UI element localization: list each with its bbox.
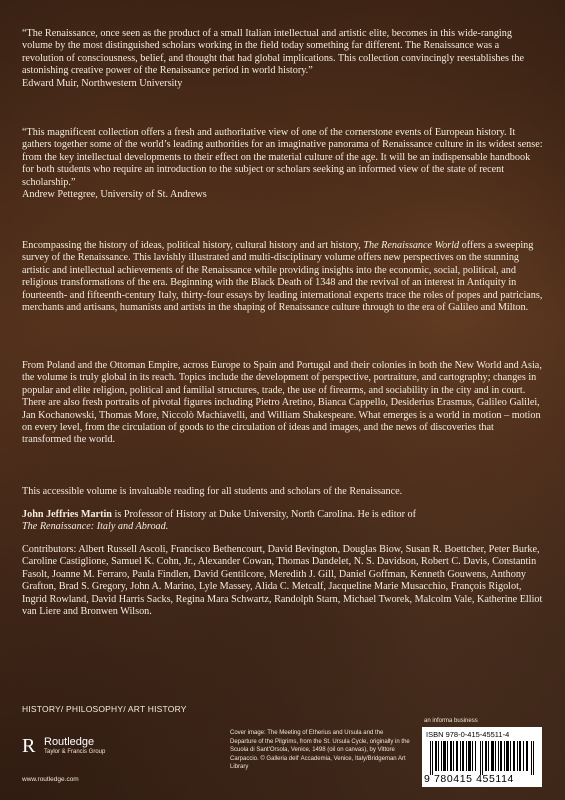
quote-attribution: Andrew Pettegree, University of St. Andrews <box>22 189 207 201</box>
cover-image-credit: Cover image: The Meeting of Etherius and Ursula and the Departure of the Pilgrims, from the St. Ursula Cycle, originally in the Scuola di Sant'Orsola, Venice, 1498 (oil on canvas), by Vittore Carpaccio. © Galleria dell' Accademia, Venice, Italy/Bridgeman Art Library <box>230 730 410 771</box>
description-paragraph-1 <box>22 240 543 314</box>
bio-text: is Professor of History at Duke University, North Carolina. He is editor of <box>111 509 417 520</box>
editor-book-title: The Renaissance: Italy and Abroad. <box>22 521 169 533</box>
desc-text: From Poland and the Ottoman Empire, across Europe to Spain and Portugal and their colonies in both the New World and Asia, the volume is truly global in its reach. Topics include the development of perspective, portraiture, and cartography; changes in popular and elite religion, political and familial structures, trade, the use of firearms, and sociability in the city and in court. There are also fresh portraits of pivotal figures including Pietro Aretino, Bianca Cappello, Desiderius Erasmus, Galileo Galilei, Jan Kochanowski, Thomas More, Niccolò Machiavelli, and William Shakespeare. What emerges is a world in motion – motion on every level, from the circulation of goods to the circulation of ideas and images, and the news of discoveries that transformed the world. <box>22 360 542 446</box>
desc-text: This accessible volume is invaluable reading for all students and scholars of the Renaissance. <box>22 486 403 497</box>
publisher-website: www.routledge.com <box>22 776 79 783</box>
barcode-icon <box>430 741 534 775</box>
quote-attribution: Edward Muir, Northwestern University <box>22 77 183 89</box>
quote-text: “This magnificent collection offers a fresh and authoritative view of one of the cornerstone events of European history. It gathers together some of the world’s leading authorities for an imaginative panorama of Renaissance culture in its widest sense: from the key intellectual developments to their effect on the material culture of the age. It will be an indispensable handbook for both students who require an introduction to the subject or scholars seeking an informed view of the state of recent scholarship.” <box>22 127 543 188</box>
isbn-barcode <box>422 727 542 787</box>
contributors-list <box>22 544 543 618</box>
publisher-logo <box>22 735 105 757</box>
informa-tagline: an informa business <box>424 718 478 724</box>
isbn-label: ISBN 978-0-415-45511-4 <box>426 730 510 739</box>
desc-text: offers a sweeping survey of the Renaissance. This lavishly illustrated and multi-disciplinary volume offers new perspectives on the stunning artistic and intellectual achievements of the Renaissance while providing insights into the economic, social, political, and religious transformations of the era. Beginning with the Black Death of 1348 and the revival of an interest in Antiquity in fourteenth- and fifteenth-century Italy, thirty-four essays by leading international experts trace the roles of popes and patricians, merchants and artisans, humanists and artists in the shaping of Renaissance culture through to the era of Galileo and Milton. <box>22 240 543 314</box>
review-quote-muir <box>22 28 543 90</box>
editor-bio <box>22 509 543 534</box>
barcode-digits: 9 780415 455114 <box>424 773 514 785</box>
review-quote-pettegree <box>22 127 543 201</box>
book-title: The Renaissance World <box>363 240 460 251</box>
description-paragraph-3 <box>22 486 543 498</box>
routledge-r-icon: R <box>22 735 36 757</box>
publisher-name: Routledge <box>44 736 95 748</box>
desc-text: Encompassing the history of ideas, political history, cultural history and art history, <box>22 240 364 251</box>
description-paragraph-2 <box>22 360 543 447</box>
quote-text: “The Renaissance, once seen as the product of a small Italian intellectual and artistic elite, becomes in this wide-ranging volume by the most distinguished scholars working in the field today something far different. The Renaissance was a revolution of consciousness, belief, and thought that had global implications. This collection convincingly reestablishes the astonishing creative power of the Renaissance period in world history.” <box>22 28 525 77</box>
subject-categories: HISTORY/ PHILOSOPHY/ ART HISTORY <box>22 704 187 714</box>
editor-name: John Jeffries Martin <box>22 509 112 520</box>
contributors-text: Contributors: Albert Russell Ascoli, Francisco Bethencourt, David Bevington, Douglas Biow, Susan R. Boettcher, Peter Burke, Caroline Castiglione, Samuel K. Cohn, Jr., Alexander Cowan, Thomas Dandelet, N. S. Davidson, Robert C. Davis, Constantin Fasolt, Joanne M. Ferraro, Paula Findlen, David Gentilcore, Meredith J. Gill, Daniel Goffman, Kenneth Gouwens, Anthony Grafton, Brad S. Gregory, John A. Marino, Lyle Massey, Alida C. Metcalf, Jacqueline Marie Musacchio, François Rigolot, Ingrid Rowland, David Harris Sacks, Regina Mara Schwartz, Randolph Starn, Michael Tworek, Malcolm Vale, Katherine Elliot van Liere and Bronwen Wilson. <box>22 544 543 618</box>
publisher-subtitle: Taylor & Francis Group <box>44 749 106 755</box>
